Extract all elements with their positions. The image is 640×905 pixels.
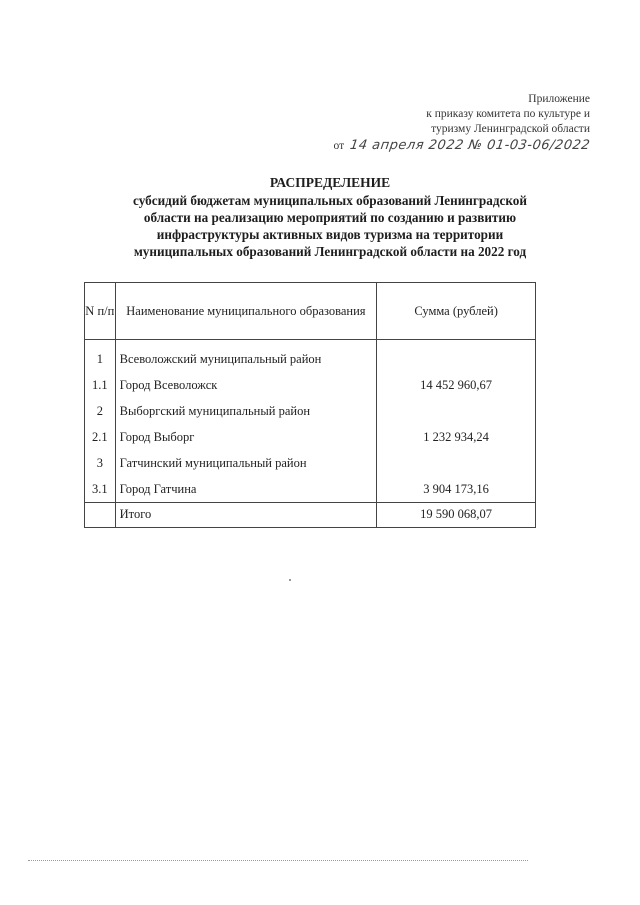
row-number: 3.1	[92, 482, 108, 496]
appendix-from-prefix: от	[333, 140, 345, 152]
appendix-line-2: к приказу комитета по культуре и	[426, 108, 590, 120]
table-header-row	[85, 283, 536, 340]
row-sum	[377, 450, 535, 476]
row-sum	[377, 346, 535, 372]
subsidy-distribution-table	[84, 282, 536, 528]
table-body-row	[85, 340, 536, 503]
row-number: 2	[96, 404, 103, 418]
title-line-1: субсидий бюджетам муниципальных образований Ленинградской	[133, 193, 527, 208]
body-number-column	[85, 340, 116, 503]
row-number: 2.1	[92, 430, 108, 444]
row-number: 3	[96, 456, 103, 470]
appendix-line-3: туризму Ленинградской области	[431, 123, 590, 135]
row-sum	[377, 398, 535, 424]
row-name: Город Гатчина	[119, 482, 197, 496]
body-name-column	[115, 340, 377, 503]
row-name: Город Выборг	[119, 430, 195, 444]
title-heading: РАСПРЕДЕЛЕНИЕ	[269, 175, 391, 190]
row-number: 1	[96, 352, 103, 366]
header-sum: Сумма (рублей)	[377, 283, 536, 340]
table-total-row	[85, 503, 536, 528]
appendix-date-line	[334, 138, 591, 154]
header-name: Наименование муниципального образования	[115, 283, 377, 340]
row-number: 1.1	[92, 378, 108, 392]
title-line-2: области на реализацию мероприятий по созданию и развитию	[143, 210, 517, 225]
row-name: Выборгский муниципальный район	[119, 404, 311, 418]
scan-speck	[289, 579, 291, 581]
row-sum: 3 904 173,16	[423, 482, 489, 496]
row-sum: 14 452 960,67	[420, 378, 493, 392]
row-name: Гатчинский муниципальный район	[119, 456, 307, 470]
appendix-block	[334, 92, 591, 154]
body-sum-column	[377, 340, 536, 503]
total-number-cell	[85, 503, 116, 528]
document-title	[90, 174, 570, 260]
row-name: Всеволожский муниципальный район	[119, 352, 322, 366]
handwritten-date-number: 14 апреля 2022 № 01-03-06/2022	[348, 138, 592, 153]
title-line-4: муниципальных образований Ленинградской области на 2022 год	[133, 244, 527, 259]
appendix-line-1: Приложение	[528, 93, 590, 105]
total-label: Итого	[115, 503, 377, 528]
row-name: Город Всеволожск	[119, 378, 218, 392]
total-sum: 19 590 068,07	[377, 503, 536, 528]
row-sum: 1 232 934,24	[423, 430, 489, 444]
header-number: N п/п	[85, 283, 116, 340]
footer-rule	[28, 860, 528, 861]
title-line-3: инфраструктуры активных видов туризма на территории	[156, 227, 504, 242]
